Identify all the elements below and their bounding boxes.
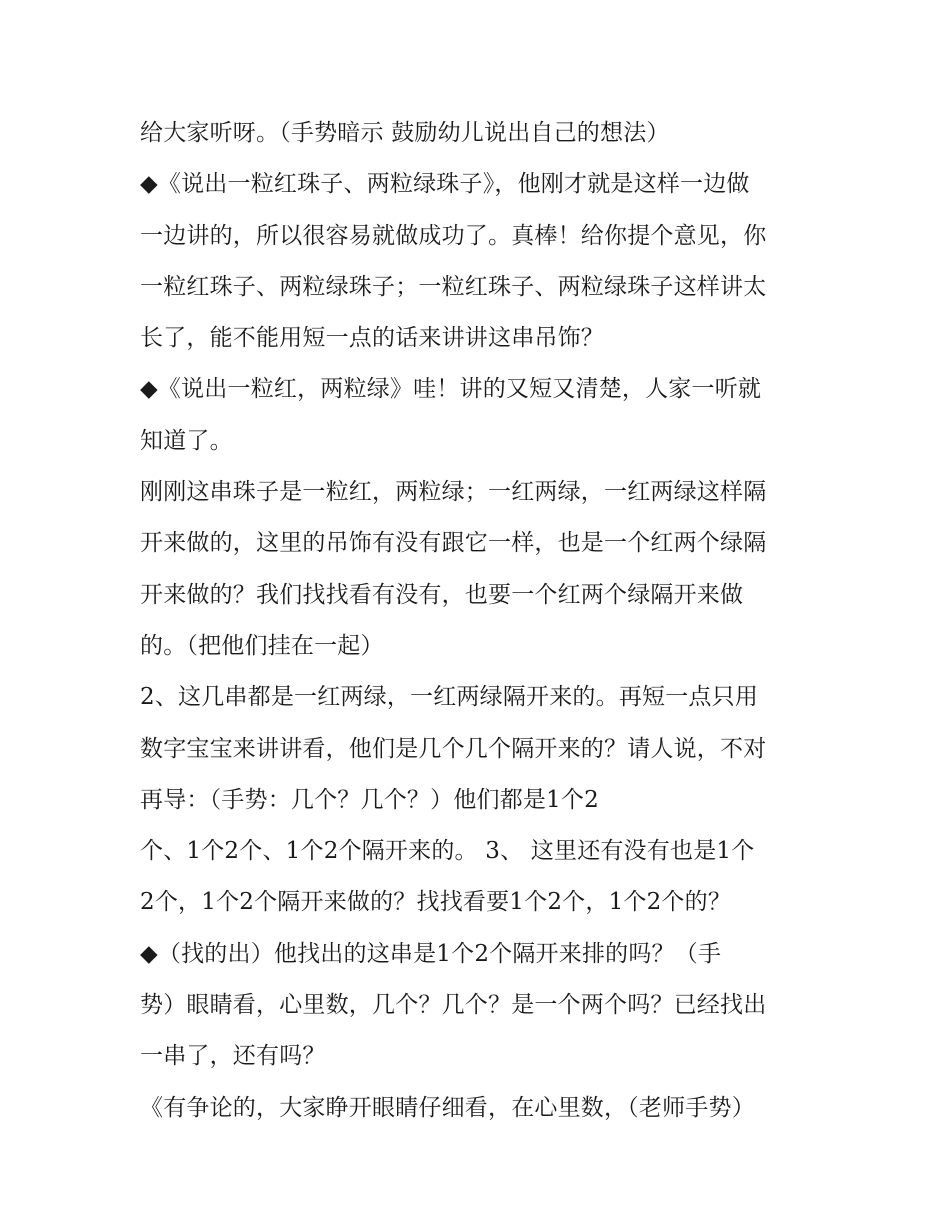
- text-line: 《有争论的，大家睁开眼睛仔细看，在心里数，（老师手势）: [140, 1094, 755, 1121]
- text-line: 2、这几串都是一红两绿，一红两绿隔开来的。再短一点只用: [140, 684, 759, 711]
- text-line: 势）眼睛看，心里数，几个？几个？是一个两个吗？已经找出: [140, 992, 767, 1019]
- text-line: 开来做的，这里的吊饰有没有跟它一样，也是一个红两个绿隔: [140, 530, 767, 557]
- text-line: 长了，能不能用短一点的话来讲讲这串吊饰？: [140, 325, 604, 352]
- text-line: 刚刚这串珠子是一粒红，两粒绿；一红两绿，一红两绿这样隔: [140, 479, 767, 506]
- text-line: ◆《说出一粒红，两粒绿》哇！讲的又短又清楚，人家一听就: [140, 376, 762, 403]
- document-body: [140, 108, 820, 1134]
- text-line: 开来做的？我们找找看有没有，也要一个红两个绿隔开来做: [140, 581, 744, 608]
- text-line: 数字宝宝来讲讲看，他们是几个几个隔开来的？请人说，不对: [140, 735, 767, 762]
- text-line: 一串了，还有吗？: [140, 1043, 326, 1070]
- text-line: ◆（找的出）他找出的这串是1个2个隔开来排的吗？（手: [140, 940, 722, 967]
- text-line: 再导：（手势：几个？几个？）他们都是1个2: [140, 786, 599, 813]
- text-line: 2个，1个2个隔开来做的？找找看要1个2个，1个2个的？: [140, 889, 732, 916]
- text-line: 知道了。: [140, 427, 233, 454]
- text-line: 一边讲的，所以很容易就做成功了。真棒！给你提个意见，你: [140, 222, 767, 249]
- text-line: 给大家听呀。（手势暗示 鼓励幼儿说出自己的想法）: [140, 120, 670, 146]
- text-line: ◆《说出一粒红珠子、两粒绿珠子》，他刚才就是这样一边做: [140, 171, 750, 198]
- text-line: 一粒红珠子、两粒绿珠子；一粒红珠子、两粒绿珠子这样讲太: [140, 273, 767, 300]
- text-line: 的。（把他们挂在一起）: [140, 632, 384, 659]
- text-line: 个、1个2个、1个2个隔开来的。 3、 这里还有没有也是1个: [140, 838, 755, 865]
